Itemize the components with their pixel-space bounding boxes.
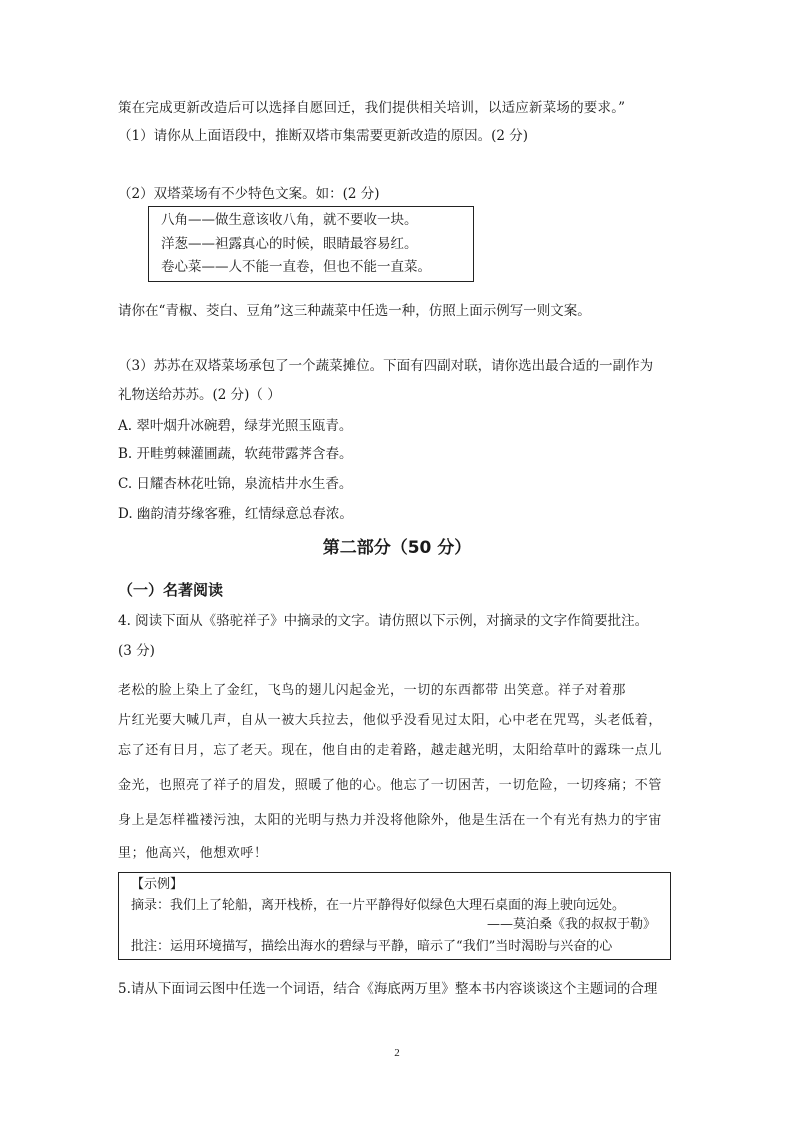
question-2-task: 请你在“青椒、茭白、豆角”这三种蔬菜中任选一种，仿照上面示例写一则文案。 [118, 303, 591, 319]
option-d: D. 幽韵清芬缘客雅，红情绿意总春浓。 [118, 506, 353, 522]
example-source: ——莫泊桑《我的叔叔于勒》 [486, 917, 656, 932]
passage-line-6: 里；他高兴，他想欢呼！ [118, 846, 268, 861]
question-3-line-2: 礼物送给苏苏。(2 分)（ ） [118, 387, 281, 403]
part-2-title: 第二部分（50 分） [322, 538, 472, 558]
example-annotation: 批注：运用环境描写，描绘出海水的碧绿与平静，暗示了“我们”当时渴盼与兴奋的心 [131, 939, 613, 954]
passage-line-4: 金光，也照亮了祥子的眉发，照暖了他的心。他忘了一切困苦，一切危险，一切疼痛；不管 [118, 778, 663, 793]
page-number: 2 [394, 1047, 400, 1059]
question-4-line-1: 4. 阅读下面从《骆驼祥子》中摘录的文字。请仿照以下示例，对摘录的文字作简要批注。 [118, 613, 649, 629]
option-c: C. 日耀杏林花吐锦，泉流桔井水生香。 [118, 476, 353, 492]
section-1-title: （一）名著阅读 [118, 581, 224, 599]
option-b: B. 开畦剪棘灌圃蔬，软莼带露荠含春。 [118, 446, 353, 462]
example-line-3: 卷心菜——人不能一直卷，但也不能一直菜。 [161, 259, 431, 275]
question-5: 5.请从下面词云图中任选一个词语，结合《海底两万里》整本书内容谈谈这个主题词的合理 [118, 981, 658, 997]
passage-line-2: 片红光要大喊几声，自从一被大兵拉去，他似乎没看见过太阳，心中老在咒骂，头老低着， [118, 713, 663, 728]
intro-tail-text: 策在完成更新改造后可以选择自愿回迁，我们提供相关培训，以适应新菜场的要求。” [118, 100, 626, 116]
question-2: （2）双塔菜场有不少特色文案。如：(2 分) [118, 186, 380, 202]
passage-line-3: 忘了还有日月，忘了老天。现在，他自由的走着路，越走越光明，太阳给草叶的露珠一点儿 [118, 743, 663, 758]
example-line-2: 洋葱——袒露真心的时候，眼睛最容易红。 [161, 236, 418, 252]
question-1: （1）请你从上面语段中，推断双塔市集需要更新改造的原因。(2 分) [118, 128, 529, 144]
annotation-example-box [118, 872, 671, 960]
option-a: A. 翠叶烟升冰碗碧，绿芽光照玉瓯青。 [118, 418, 353, 434]
passage-line-5: 身上是怎样褴褛污浊，太阳的光明与热力并没将他除外，他是生活在一个有光有热力的宇宙 [118, 813, 663, 828]
copywriting-examples-box [148, 206, 474, 282]
question-4-line-2: (3 分) [118, 643, 155, 659]
example-line-1: 八角——做生意该收八角，就不要收一块。 [161, 212, 418, 228]
question-3-line-1: （3）苏苏在双塔菜场承包了一个蔬菜摊位。下面有四副对联，请你选出最合适的一副作为 [118, 358, 654, 374]
example-label: 【示例】 [131, 877, 184, 892]
example-excerpt: 摘录：我们上了轮船，离开栈桥，在一片平静得好似绿色大理石桌面的海上驶向远处。 [131, 898, 626, 913]
passage-line-1: 老松的脸上染上了金红，飞鸟的翅儿闪起金光，一切的东西都带 出笑意。祥子对着那 [118, 683, 626, 698]
